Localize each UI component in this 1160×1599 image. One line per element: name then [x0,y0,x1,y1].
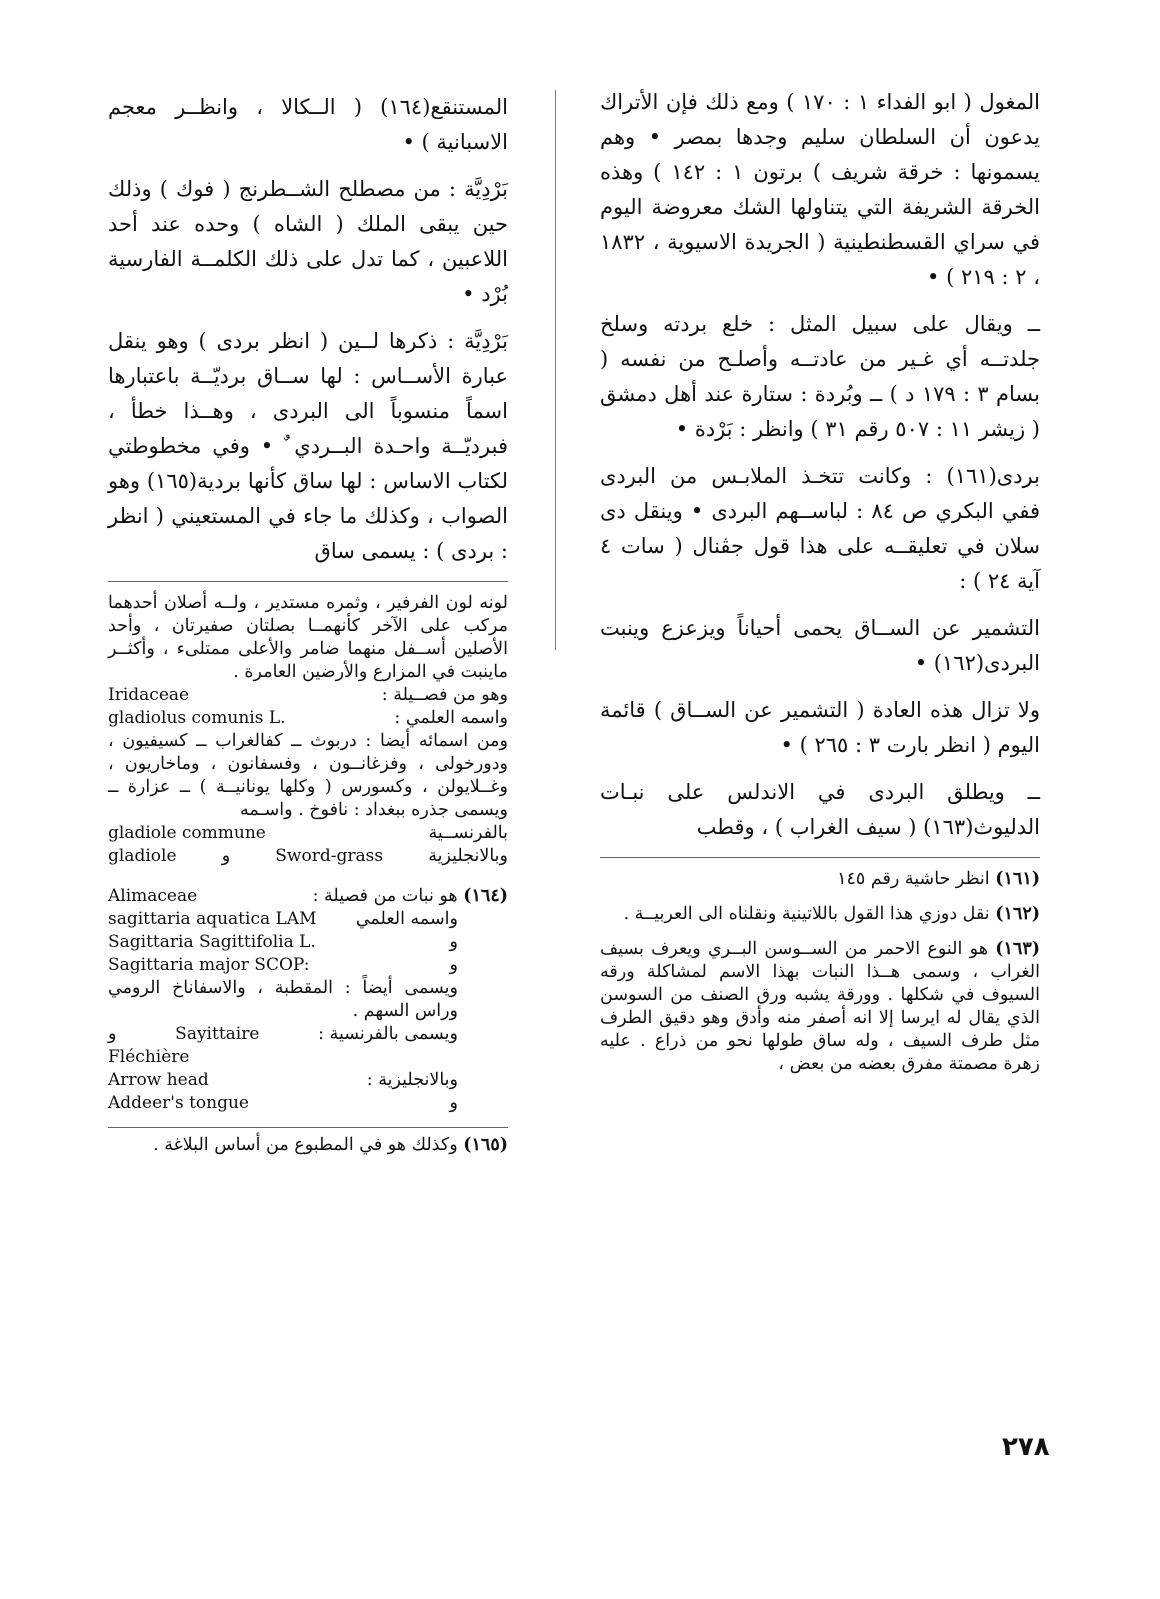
english-latin-1: Sword-grass [275,846,384,866]
french-label: بالفرنســية [428,823,508,843]
footnote-separator-right [600,857,1040,858]
french-name-row [108,822,508,845]
footnote-separator-left [108,581,508,582]
conjunction: و [449,955,458,975]
french-latin: gladiole commune [108,823,266,843]
left-column [108,90,508,1169]
footnote-number: (١٦٥) [463,1135,508,1155]
family-label: هو نبات من فصيلة : [312,886,458,906]
french-label: ويسمى بالفرنسية : [318,1024,458,1044]
footnote-number: (١٦٣) [995,939,1040,959]
french-name-row-2 [108,1046,458,1069]
column-divider [555,90,556,650]
left-paragraph-1: المستنقع(١٦٤) ( الــكالا ، وانظــر معجم الاسبانية ) • [108,95,508,154]
english-name-row-2 [108,1092,458,1115]
footnote-text: وكذلك هو في المطبوع من أساس البلاغة . [153,1135,458,1155]
left-paragraph-2: بَرْدِيَّة : من مصطلح الشــطرنج ( فوك ) وذلك حين يبقى الملك ( الشاه ) وحده عند أحد اللاعبين ، كما تدل على ذلك الكلمــة الفارسية بُرْد • [108,177,508,306]
right-paragraph-2: ــ ويقال على سبيل المثل : خلع بردته وسلخ جلدتــه أي غـير من عادتــه وأصلـح من نفسه ( بسام ٣ : ١٧٩ د ) ــ وبُردة : ستارة عند أهل دمشق ( زيشر ١١ : ٥٠٧ رقم ٣١ ) وانظر : بَرْدة • [600,312,1040,441]
also-called: ويسمى أيضاً : المقطبة ، والاسفاناخ الرومي وراس السهم . [108,978,458,1021]
footnote-text: انظر حاشية رقم ١٤٥ [837,869,990,889]
scientific-name-row-3 [108,954,458,977]
scientific-name-row [108,707,508,730]
scientific-name-row [108,908,458,931]
family-row [108,885,508,908]
footnote-165 [108,1134,508,1157]
footnote-163-continuation [108,592,508,868]
left-paragraph-3: بَرْدِيَّة : ذكرها لــين ( انظر بردى ) وهو ينقل عبارة الأســاس : لها ســاق برديّــة باعتبارها اسماً منسوباً الى البردى ، وهــذا خطأ ، فبرديّــة واحـدة البــردي ٌ • وفي مخطوطتي لكتاب الاساس : لها ساق كأنها بردية(١٦٥) وهو الصواب ، وكذلك ما جاء في المستعيني ( انظر : بردى ) : يسمى ساق [108,329,508,563]
scientific-latin-1: sagittaria aquatica LAM [108,909,317,929]
footnote-separator-left-3 [108,1127,508,1128]
scientific-latin-2: Sagittaria Sagittifolia L. [108,932,316,952]
right-paragraph-4: التشمير عن الســاق يحمى أحياناً ويزعزع وينبت البردى(١٦٢) • [600,616,1040,675]
footnote-number: (١٦١) [995,869,1040,889]
english-name-row [108,1069,458,1092]
right-paragraph-5: ولا تزال هذه العادة ( التشمير عن الســاق ) قائمة اليوم ( انظر بارت ٣ : ٢٦٥ ) • [600,698,1040,757]
scientific-latin: gladiolus comunis L. [108,708,286,728]
footnote-number: (١٦٤) [463,886,508,906]
scientific-name-row-2 [108,931,458,954]
footnote-163 [600,938,1040,1076]
scientific-latin-3: Sagittaria major SCOP: [108,955,310,975]
english-latin-1: Arrow head [108,1070,209,1090]
english-latin-2: gladiole [108,846,177,866]
footnote-text: لونه لون الفرفير ، وثمره مستدير ، ولــه أصلان أحدهما مركب على الآخر كأنهمــا بصلتان صفيرتان ، وأحد الأصلين أســفل منهما ضامر والأعلى ممتلىء ، وأكثــر ماينبت في المزارع والأرضين العامرة . [108,593,508,682]
scientific-label: واسمه العلمي [355,909,458,929]
footnote-number: (١٦٢) [995,904,1040,924]
family-label: وهو من فصــيلة : [381,685,508,705]
footnote-164 [108,885,508,1115]
scientific-label: واسمه العلمي : [394,708,508,728]
footnote-162 [600,903,1040,926]
conjunction: و [449,1093,458,1113]
right-column [600,85,1040,1088]
right-paragraph-6: ــ ويطلق البردى في الاندلس على نبـات الدليوث(١٦٣) ( سيف الغراب ) ، وقطب [600,780,1040,839]
conjunction: و [108,1024,117,1044]
french-latin-2: Fléchière [108,1047,190,1067]
footnote-separator-left-2 [108,880,508,881]
family-latin: Alimaceae [108,886,198,906]
english-latin-2: Addeer's tongue [108,1093,249,1113]
other-names: ومن اسمائه أيضا : دربوث ــ كفالغراب ــ كسيفيون ، ودورخولى ، وفزغانــون ، وفسفانون ، وماخاريون ، وغــلايولن ، وكسورس ( وكلها يونانيــة ) ــ عزارة ــ ويسمى جذره ببغداد : نافوخ . واسـمه [108,731,508,820]
family-row [108,684,508,707]
french-latin-1: Sayittaire [175,1024,260,1044]
right-paragraph-3: بردى(١٦١) : وكانت تتخـذ الملابـس من البردى ففي البكري ص ٨٤ : لباســهم البردى • وينقل دى سلان في تعليقــه على هذا قول جڤنال ( سات ٤ آية ٢٤ ) : [600,464,1040,593]
page-number: ٢٧٨ [1002,1432,1050,1462]
english-label: وبالانجليزية [428,846,508,866]
footnote-161 [600,868,1040,891]
conjunction: و [221,846,231,866]
right-paragraph-1: المغول ( ابو الفداء ١ : ١٧٠ ) ومع ذلك فإن الأتراك يدعون أن السلطان سليم وجدها بمصر • وهم يسمونها : خرقة شريف ) برتون ١ : ١٤٢ ) وهذه الخرقة الشريفة التي يتناولها الشك معروضة اليوم في سراي القسطنطينية ( الجريدة الاسيوية ، ١٨٣٢ ، ٢ : ٢١٩ ) • [600,90,1040,289]
conjunction: و [449,932,458,952]
english-name-row [108,845,508,868]
footnote-text: نقل دوزي هذا القول باللاتينية ونقلناه الى العربيــة . [623,904,990,924]
french-name-row [108,1023,458,1046]
footnote-text: هو النوع الاحمر من الســوسن البــري ويعرف بسيف الغراب ، وسمى هــذا النبات بهذا الاسم لمشاكلة ورقه السيوف في شكلها . وورقة يشبه ورق الصنف من السوسن الذي يقال له ايرسا إلا انه أصفر منه وأدق وهو دقيق الطرف مثل طرف السيف ، وله ساق طولها نحو من ذراع . عليه زهرة مصمتة مفرق بعضه من بعض ، [600,939,1040,1074]
english-label: وبالانجليزية : [366,1070,458,1090]
family-latin: Iridaceae [108,685,190,705]
